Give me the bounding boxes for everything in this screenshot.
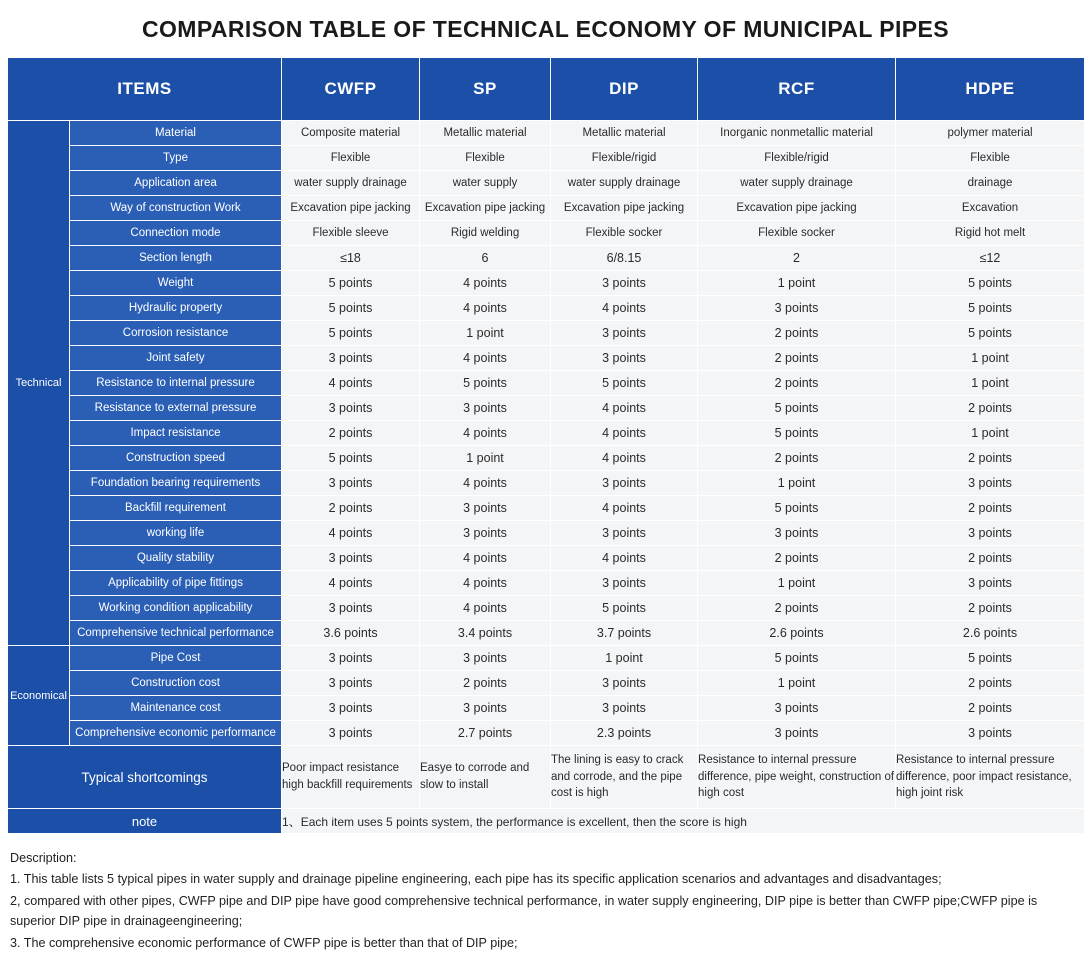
cell-value: 5 points xyxy=(698,421,896,446)
cell-value: Flexible socker xyxy=(698,221,896,246)
cell-value: 3 points xyxy=(282,671,420,696)
cell-value: Excavation pipe jacking xyxy=(698,196,896,221)
cell-value: 3.4 points xyxy=(420,621,551,646)
cell-value: 3 points xyxy=(420,496,551,521)
row-label: Weight xyxy=(70,271,282,296)
cell-value: Excavation pipe jacking xyxy=(282,196,420,221)
cell-value: Metallic material xyxy=(420,121,551,146)
table-body xyxy=(8,121,1085,834)
cell-value: 3 points xyxy=(420,521,551,546)
cell-value: Flexible sleeve xyxy=(282,221,420,246)
cell-value: 4 points xyxy=(282,371,420,396)
cell-value: water supply drainage xyxy=(551,171,698,196)
table-row xyxy=(8,646,1085,671)
description-heading: Description: xyxy=(10,851,77,865)
row-label: Quality stability xyxy=(70,546,282,571)
cell-value: 1 point xyxy=(698,571,896,596)
cell-value: 4 points xyxy=(551,421,698,446)
cell-value: 4 points xyxy=(420,296,551,321)
cell-value: 4 points xyxy=(420,346,551,371)
cell-value: 2 points xyxy=(282,496,420,521)
description-line-3: 3. The comprehensive economic performance of CWFP pipe is better than that of DIP pipe; xyxy=(10,935,518,950)
table-row xyxy=(8,596,1085,621)
table-row xyxy=(8,171,1085,196)
description-line-1: 1. This table lists 5 typical pipes in water supply and drainage pipeline engineering, each pipe has its specific application scenarios and advantages and disadvantages; xyxy=(10,872,942,887)
cell-value: 2.7 points xyxy=(420,721,551,746)
row-label: Type xyxy=(70,146,282,171)
cell-value: 6/8.15 xyxy=(551,246,698,271)
note-row xyxy=(8,809,1085,834)
cell-value: 4 points xyxy=(420,571,551,596)
cell-value: 3 points xyxy=(551,521,698,546)
cell-value: 3 points xyxy=(698,521,896,546)
shortcomings-value: Poor impact resistance high backfill requirements xyxy=(282,746,420,809)
cell-value: 1 point xyxy=(896,421,1085,446)
cell-value: 2 points xyxy=(420,671,551,696)
cell-value: 4 points xyxy=(420,546,551,571)
cell-value: 3 points xyxy=(896,721,1085,746)
cell-value: 3 points xyxy=(282,396,420,421)
table-row xyxy=(8,446,1085,471)
row-label: Joint safety xyxy=(70,346,282,371)
cell-value: 1 point xyxy=(896,371,1085,396)
cell-value: Flexible xyxy=(420,146,551,171)
row-label: Working condition applicability xyxy=(70,596,282,621)
cell-value: water supply drainage xyxy=(282,171,420,196)
cell-value: 3 points xyxy=(420,396,551,421)
cell-value: Composite material xyxy=(282,121,420,146)
cell-value: 5 points xyxy=(698,396,896,421)
cell-value: 4 points xyxy=(551,296,698,321)
row-label: Maintenance cost xyxy=(70,696,282,721)
shortcomings-value: Resistance to internal pressure difference, pipe weight, construction of high cost xyxy=(698,746,896,809)
shortcomings-value: Resistance to internal pressure difference, poor impact resistance, high joint risk xyxy=(896,746,1085,809)
category-technical: Technical xyxy=(8,121,70,646)
cell-value: 5 points xyxy=(551,371,698,396)
cell-value: 1 point xyxy=(698,671,896,696)
table-row xyxy=(8,696,1085,721)
header-col-hdpe: HDPE xyxy=(896,58,1085,121)
cell-value: 2.6 points xyxy=(896,621,1085,646)
cell-value: Metallic material xyxy=(551,121,698,146)
cell-value: Rigid hot melt xyxy=(896,221,1085,246)
row-label: Corrosion resistance xyxy=(70,321,282,346)
cell-value: 2.6 points xyxy=(698,621,896,646)
cell-value: 2 points xyxy=(896,671,1085,696)
cell-value: 3 points xyxy=(420,646,551,671)
table-row xyxy=(8,396,1085,421)
cell-value: 4 points xyxy=(551,446,698,471)
table-row xyxy=(8,146,1085,171)
cell-value: 2 points xyxy=(896,696,1085,721)
cell-value: 3 points xyxy=(551,671,698,696)
cell-value: 3 points xyxy=(551,571,698,596)
cell-value: 3 points xyxy=(282,546,420,571)
cell-value: Flexible socker xyxy=(551,221,698,246)
cell-value: 5 points xyxy=(896,321,1085,346)
cell-value: 5 points xyxy=(420,371,551,396)
cell-value: 2 points xyxy=(896,596,1085,621)
row-label: Comprehensive technical performance xyxy=(70,621,282,646)
header-items: ITEMS xyxy=(8,58,282,121)
cell-value: 3 points xyxy=(896,471,1085,496)
cell-value: Excavation xyxy=(896,196,1085,221)
cell-value: 3 points xyxy=(282,471,420,496)
cell-value: 5 points xyxy=(896,271,1085,296)
cell-value: water supply xyxy=(420,171,551,196)
table-row xyxy=(8,271,1085,296)
description-block xyxy=(0,834,1091,960)
cell-value: Rigid welding xyxy=(420,221,551,246)
cell-value: 3 points xyxy=(551,321,698,346)
table-row xyxy=(8,671,1085,696)
cell-value: 3 points xyxy=(551,271,698,296)
cell-value: 2 points xyxy=(698,371,896,396)
cell-value: 4 points xyxy=(282,521,420,546)
shortcomings-label: Typical shortcomings xyxy=(8,746,282,809)
cell-value: 5 points xyxy=(896,646,1085,671)
cell-value: 3 points xyxy=(282,646,420,671)
row-label: working life xyxy=(70,521,282,546)
cell-value: 4 points xyxy=(420,421,551,446)
cell-value: 3 points xyxy=(282,346,420,371)
cell-value: Flexible xyxy=(282,146,420,171)
cell-value: 2.3 points xyxy=(551,721,698,746)
cell-value: Flexible/rigid xyxy=(551,146,698,171)
cell-value: polymer material xyxy=(896,121,1085,146)
cell-value: 4 points xyxy=(420,271,551,296)
cell-value: 4 points xyxy=(551,396,698,421)
cell-value: 4 points xyxy=(551,496,698,521)
cell-value: 2 points xyxy=(698,546,896,571)
shortcomings-row xyxy=(8,746,1085,809)
cell-value: 3.7 points xyxy=(551,621,698,646)
cell-value: 3 points xyxy=(420,696,551,721)
cell-value: 2 points xyxy=(698,346,896,371)
cell-value: Flexible xyxy=(896,146,1085,171)
table-row xyxy=(8,346,1085,371)
row-label: Applicability of pipe fittings xyxy=(70,571,282,596)
cell-value: 1 point xyxy=(420,446,551,471)
table-row xyxy=(8,721,1085,746)
cell-value: 2 points xyxy=(698,321,896,346)
cell-value: 1 point xyxy=(896,346,1085,371)
cell-value: 2 points xyxy=(896,396,1085,421)
table-header xyxy=(8,58,1085,121)
cell-value: ≤18 xyxy=(282,246,420,271)
cell-value: Flexible/rigid xyxy=(698,146,896,171)
cell-value: 6 xyxy=(420,246,551,271)
category-economical: Economical xyxy=(8,646,70,746)
cell-value: 3 points xyxy=(282,696,420,721)
row-label: Construction cost xyxy=(70,671,282,696)
cell-value: 3 points xyxy=(282,721,420,746)
cell-value: 5 points xyxy=(282,446,420,471)
header-col-sp: SP xyxy=(420,58,551,121)
cell-value: 3 points xyxy=(698,721,896,746)
row-label: Foundation bearing requirements xyxy=(70,471,282,496)
row-label: Pipe Cost xyxy=(70,646,282,671)
cell-value: 1 point xyxy=(698,271,896,296)
cell-value: 4 points xyxy=(282,571,420,596)
table-row xyxy=(8,221,1085,246)
cell-value: Inorganic nonmetallic material xyxy=(698,121,896,146)
cell-value: 2 xyxy=(698,246,896,271)
cell-value: 3 points xyxy=(551,696,698,721)
cell-value: 2 points xyxy=(896,496,1085,521)
comparison-table xyxy=(7,57,1085,834)
cell-value: 5 points xyxy=(698,496,896,521)
row-label: Construction speed xyxy=(70,446,282,471)
table-row xyxy=(8,496,1085,521)
cell-value: 5 points xyxy=(282,321,420,346)
table-row xyxy=(8,421,1085,446)
row-label: Impact resistance xyxy=(70,421,282,446)
cell-value: 3 points xyxy=(698,696,896,721)
row-label: Backfill requirement xyxy=(70,496,282,521)
table-row xyxy=(8,621,1085,646)
row-label: Connection mode xyxy=(70,221,282,246)
row-label: Hydraulic property xyxy=(70,296,282,321)
shortcomings-value: The lining is easy to crack and corrode, and the pipe cost is high xyxy=(551,746,698,809)
cell-value: 4 points xyxy=(551,546,698,571)
table-row xyxy=(8,246,1085,271)
page-title: COMPARISON TABLE OF TECHNICAL ECONOMY OF MUNICIPAL PIPES xyxy=(142,16,949,42)
cell-value: water supply drainage xyxy=(698,171,896,196)
cell-value: 3 points xyxy=(896,521,1085,546)
cell-value: 2 points xyxy=(282,421,420,446)
cell-value: 3 points xyxy=(896,571,1085,596)
cell-value: 2 points xyxy=(698,596,896,621)
table-row xyxy=(8,471,1085,496)
cell-value: 5 points xyxy=(698,646,896,671)
table-row xyxy=(8,546,1085,571)
cell-value: 2 points xyxy=(896,546,1085,571)
row-label: Material xyxy=(70,121,282,146)
table-row xyxy=(8,296,1085,321)
cell-value: 3 points xyxy=(282,596,420,621)
row-label: Resistance to external pressure xyxy=(70,396,282,421)
cell-value: 5 points xyxy=(896,296,1085,321)
cell-value: ≤12 xyxy=(896,246,1085,271)
cell-value: 2 points xyxy=(698,446,896,471)
cell-value: 3 points xyxy=(551,346,698,371)
table-row xyxy=(8,196,1085,221)
cell-value: Excavation pipe jacking xyxy=(551,196,698,221)
cell-value: 3 points xyxy=(551,471,698,496)
table-row xyxy=(8,521,1085,546)
cell-value: 4 points xyxy=(420,471,551,496)
header-col-cwfp: CWFP xyxy=(282,58,420,121)
cell-value: 1 point xyxy=(551,646,698,671)
table-row xyxy=(8,571,1085,596)
header-col-dip: DIP xyxy=(551,58,698,121)
table-row xyxy=(8,321,1085,346)
cell-value: 4 points xyxy=(420,596,551,621)
table-row xyxy=(8,121,1085,146)
cell-value: 1 point xyxy=(698,471,896,496)
row-label: Section length xyxy=(70,246,282,271)
row-label: Resistance to internal pressure xyxy=(70,371,282,396)
cell-value: 1 point xyxy=(420,321,551,346)
table-row xyxy=(8,371,1085,396)
row-label: Application area xyxy=(70,171,282,196)
note-text: 1、Each item uses 5 points system, the performance is excellent, then the score is high xyxy=(282,809,1085,834)
cell-value: drainage xyxy=(896,171,1085,196)
cell-value: 3.6 points xyxy=(282,621,420,646)
row-label: Way of construction Work xyxy=(70,196,282,221)
cell-value: 3 points xyxy=(698,296,896,321)
row-label: Comprehensive economic performance xyxy=(70,721,282,746)
cell-value: 5 points xyxy=(551,596,698,621)
cell-value: 5 points xyxy=(282,271,420,296)
note-label: note xyxy=(8,809,282,834)
cell-value: 5 points xyxy=(282,296,420,321)
description-line-2: 2, compared with other pipes, CWFP pipe and DIP pipe have good comprehensive technical performance, in water supply engineering, DIP pipe is better than CWFP pipe;CWFP pipe is superior DIP pipe in drainageengineering; xyxy=(10,893,1038,929)
cell-value: 2 points xyxy=(896,446,1085,471)
shortcomings-value: Easye to corrode and slow to install xyxy=(420,746,551,809)
cell-value: Excavation pipe jacking xyxy=(420,196,551,221)
header-col-rcf: RCF xyxy=(698,58,896,121)
